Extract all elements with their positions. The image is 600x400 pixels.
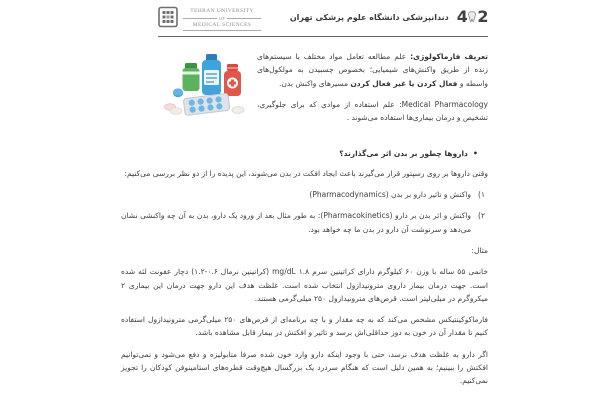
pharmacology-term: تعریف فارماکولوژی: (410, 52, 488, 61)
document-page (121, 0, 488, 396)
definition-paragraph: تعریف فارماکولوژی: علم مطالعه تعامل مواد مختلف با سیستم‌های زنده از طریق واکنش‌های شیمیایی؛ بخصوص چسبیدن به مولکول‌های واسطه و فعال کردن یا غیر فعال کردن مسیرهای واکنش بدن. (257, 52, 488, 88)
medicines-illustration (121, 52, 251, 118)
badge-digit-4: 4 (456, 7, 468, 26)
bullet-icon: • (472, 149, 478, 159)
university-name-line2: OF (183, 15, 261, 22)
list-item-number: ۲) (478, 211, 485, 221)
university-name (183, 8, 261, 31)
activate-deactivate-term: فعال کردن یا غیر فعال کردن (350, 78, 458, 88)
pharmacokinetics-explanation-paragraph: فارماکوکینتیکس مشخص می‌کند که به چه مقدار و با چه برنامه‌ای از قرص‌های ۲۵۰ میلی‌گرمی مترونیدازول استفاده کنیم تا مقدار آن در خون به دوز حداقلی‌اش برسد و تاثیر و افکتش در بیمار قابل مشاهده باشد. (121, 315, 488, 338)
list-item-number: ۱) (478, 190, 485, 200)
section-heading (121, 147, 488, 160)
section-heading-text: داروها چطور بر بدن اثر می‌گذارند؟ (339, 149, 468, 159)
example-label: مثال: (471, 245, 488, 255)
pharmacokinetics-item: واکنش و اثر بدن بر دارو (Pharmacokinetics): به طور مثال بعد از ورود یک دارو، بدن به آن چه واکنشی نشان می‌دهد و سرنوشت آن دارو در بدن ما چه خواهد بود. (121, 211, 471, 234)
university-name-line1: TEHRAN UNIVERSITY (190, 7, 254, 14)
case-example-paragraph: خانمی ۵۵ ساله با وزن ۶۰ کیلوگرم دارای کراتینین سرم ۱.۸ mg/dL (کراتینین نرمال ۰.۶-۱.۲) دچار عفونت لثه شده است. جهت درمان بیمار داروی مترونیدازول انتخاب شده است. غلظت هدف این دارو جهت درمان این بیماری ۲ میکروگرم در میلی‌لیتر است. قرص‌های مترونیدازول ۲۵۰ میلی‌گرمی هستند. (121, 267, 488, 303)
numbered-list (121, 188, 488, 236)
target-concentration-paragraph: اگر دارو به غلظت هدف نرسد، حتی با وجود اینکه دارو وارد خون شده صرفا متابولیزه و دفع می‌شود و نمی‌توانیم افکتش را ببینیم؛ به همین دلیل است که هنگام سردرد یک بزرگسال هیچ‌وقت قطره‌های استامینوفن کودکان را تجویز نمی‌کنیم. (121, 349, 488, 386)
department-title: دندانپزشکی دانشگاه علوم پزشکی تهران (289, 12, 449, 22)
badge-digit-2: 2 (477, 7, 488, 26)
pharmacodynamics-item: واکنش و تاثیر دارو بر بدن (Pharmacodynamics) (309, 190, 471, 200)
list-item (121, 188, 488, 201)
university-logo (158, 6, 261, 32)
department-header (290, 9, 488, 25)
receptor-paragraph: وقتی داروها بر روی رسپتور قرار می‌گیرند باعث ایجاد افکت در بدن می‌شوند، این پدیده را از دو نظر بررسی می‌کنیم: (124, 168, 488, 178)
university-seal-icon (158, 6, 178, 32)
medical-pharmacology-paragraph: Medical Pharmacology: علم استفاده از موادی که برای جلوگیری، تشخیص و درمان بیماری‌ها استفاده می‌شوند . (257, 99, 488, 123)
university-name-line3: MEDICAL SCIENCES (183, 22, 261, 31)
header-divider (158, 36, 488, 37)
medicines-image (121, 52, 251, 118)
document-body (121, 50, 488, 388)
list-item (121, 209, 488, 236)
page-header (158, 0, 488, 32)
class-402-badge (457, 9, 488, 25)
